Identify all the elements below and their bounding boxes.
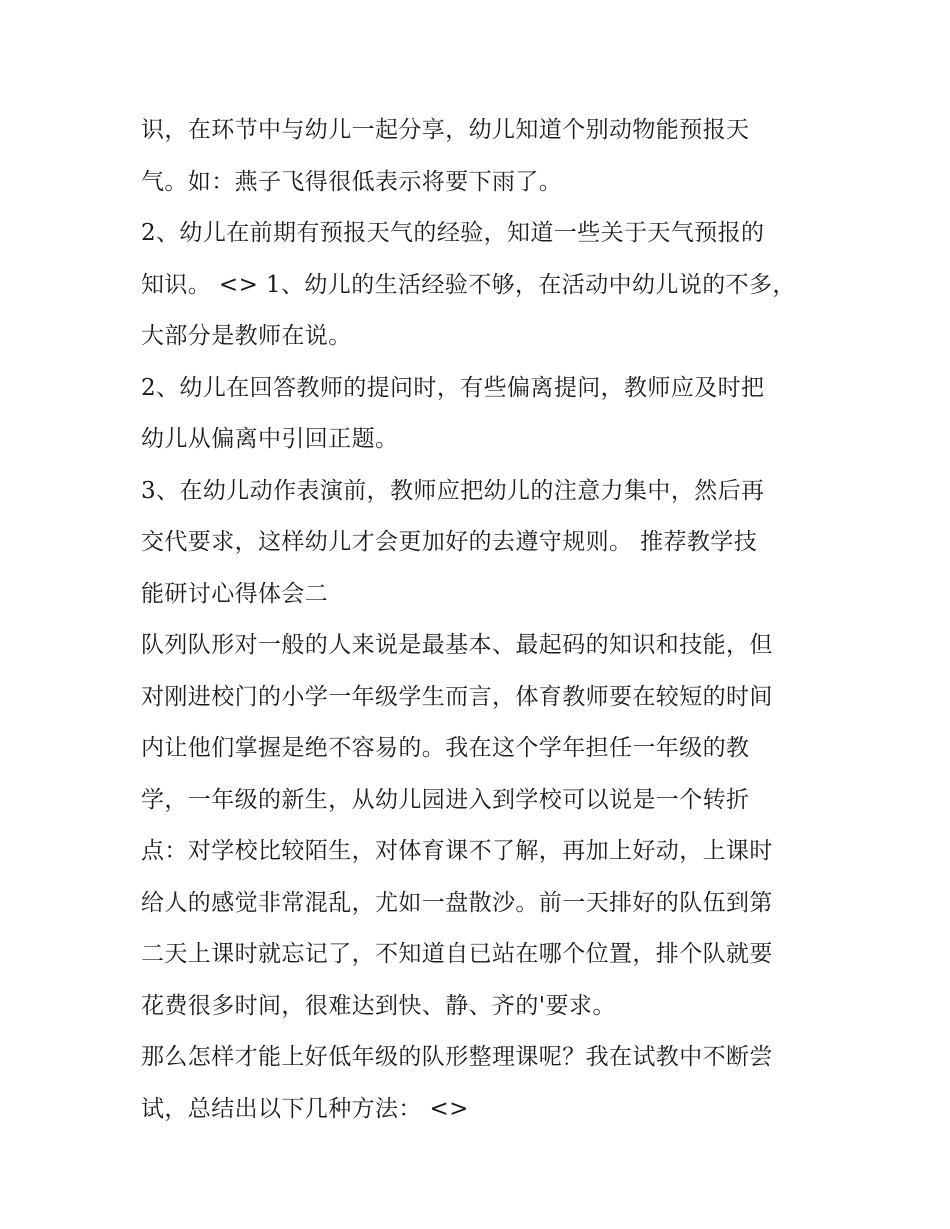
text-line: 交代要求，这样幼儿才会更加好的去遵守规则。 推荐教学技 (141, 529, 758, 555)
text-line: 识，在环节中与幼儿一起分享，幼儿知道个别动物能预报天 (141, 117, 750, 143)
text-line: 学，一年级的新生，从幼儿园进入到学校可以说是一个转折 (141, 786, 750, 813)
text-line: 花费很多时间，很难达到快、静、齐的'要求。 (141, 992, 616, 1019)
text-line: 知识。 <> 1、幼儿的生活经验不够，在活动中幼儿说的不多， (141, 271, 796, 298)
text-line: 那么怎样才能上好低年级的队形整理课呢？我在试教中不断尝 (141, 1044, 773, 1070)
text-line: 3、在幼儿动作表演前，教师应把幼儿的注意力集中，然后再 (141, 477, 765, 504)
text-line: 二天上课时就忘记了，不知道自已站在哪个位置，排个队就要 (141, 941, 773, 967)
section-heading: 能研讨心得体会二 (141, 580, 329, 607)
document-body (141, 105, 821, 1135)
text-line: 大部分是教师在说。 (141, 323, 352, 349)
text-line: 幼儿从偏离中引回正题。 (141, 426, 399, 452)
text-line: 气。如：燕子飞得很低表示将要下雨了。 (141, 168, 563, 195)
text-line: 内让他们掌握是绝不容易的。我在这个学年担任一年级的教 (141, 735, 750, 761)
text-line: 试，总结出以下几种方法： <> (141, 1095, 469, 1122)
text-line: 2、幼儿在前期有预报天气的经验，知道一些关于天气预报的 (141, 220, 765, 246)
text-line: 点：对学校比较陌生，对体育课不了解，再加上好动，上课时 (141, 838, 773, 864)
text-line: 对刚进校门的小学一年级学生而言，体育教师要在较短的时间 (141, 683, 773, 710)
text-line: 给人的感觉非常混乱，尤如一盘散沙。前一天排好的队伍到第 (141, 889, 773, 916)
text-line: 2、幼儿在回答教师的提问时，有些偏离提问，教师应及时把 (141, 374, 765, 401)
text-line: 队列队形对一般的人来说是最基本、最起码的知识和技能，但 (141, 632, 773, 658)
